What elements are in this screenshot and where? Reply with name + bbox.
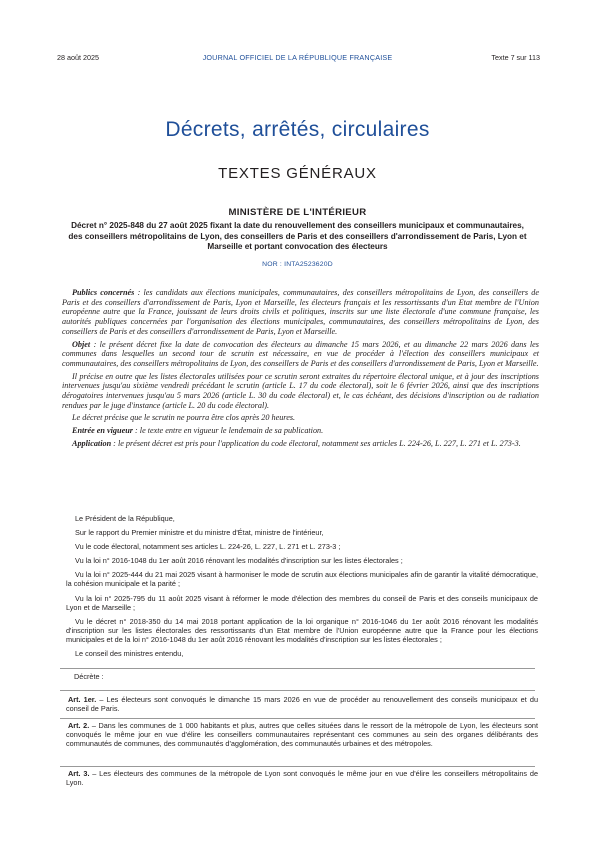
summary-entree: Entrée en vigueur : le texte entre en vigueur le lendemain de sa publication. [72,426,324,436]
divider [60,766,535,767]
divider [60,668,535,669]
summary-clos: Le décret précise que le scrutin ne pourra être clos après 20 heures. [72,413,296,423]
ministry-name: MINISTÈRE DE L'INTÉRIEUR [228,207,367,218]
publication-date: 28 août 2025 [57,53,99,62]
summary-publics: Publics concernés : les candidats aux élections municipales, communautaires, des conseillers métropolitains de Lyon, des conseillers de Paris et des conseillers d'arrondissement de Paris, Lyon et Marseille, les électeurs français et les ressortissants d'un Etat membre de l'Union européenne autre que la France, jouissant de leurs droits civils et politiques, inscrits sur une liste électorale d'une commune française, les autorités publiques concernées par l'organisation des élections municipales, communautaires, des conseillers métropolitains de Lyon, des conseillers de Paris et des conseillers d'arrondissement de Paris, Lyon et Marseille. [62,288,539,336]
summary-label: Publics concernés [72,288,135,297]
visa-line: Le Président de la République, [75,514,175,523]
summary-precise: Il précise en outre que les listes électorales utilisées pour ce scrutin seront extraites du répertoire électoral unique, et à jour des inscriptions intervenues jusqu'au sixième vendredi précédant le scrutin (article L. 17 du code électoral), soit le 6 février 2026, ainsi que des inscriptions dérogatoires intervenues jusqu'au 5 mars 2026 (article L. 30 du code électoral) et, le cas échéant, des décisions d'inscription ou de radiation rendues par le juge d'instance (article L. 20 du code électoral). [62,371,539,410]
rubric-title: Décrets, arrêtés, circulaires [165,118,430,141]
visa-line: Vu le décret n° 2018-350 du 14 mai 2018 portant application de la loi organique n° 2016-1046 du 1er août 2016 rénovant les modalités d'inscription sur les listes électorales des ressortissants d'un Etat membre de l'Union européenne autre que la France pour les élections municipales et de la loi n° 2016-1048 du 1er août 2016 rénovant les modalités d'inscription sur les listes électorales ; [66,616,538,644]
visa-line: Vu la loi n° 2016-1048 du 1er août 2016 rénovant les modalités d'inscription sur les listes électorales ; [75,556,403,566]
section-title: TEXTES GÉNÉRAUX [218,165,377,182]
decree-summary [62,288,539,452]
summary-label: Entrée en vigueur [72,426,133,436]
article-3 [66,769,538,787]
summary-label: Application [72,438,112,448]
article-2 [66,721,538,749]
summary-label: Objet [72,339,91,349]
summary-objet: Objet : le présent décret fixe la date de convocation des électeurs au dimanche 15 mars 2026, et au dimanche 22 mars 2026 dans les communes dans lesquelles un second tour de scrutin est nécessaire, en vue de procéder à l'élection des conseillers municipaux et communautaires, des conseillers métropolitains de Lyon, des conseillers de Paris et des conseillers d'arrondissement de Paris, Lyon et Marseille. [62,339,539,368]
divider [60,718,535,719]
article-text: – Dans les communes de 1 000 habitants et plus, autres que celles situées dans le ressort de la métropole de Lyon, les électeurs sont convoqués le même jour en vue d'élire les conseillers communautaires représentant ces communes au sein des organes délibérants des communautés de communes, des communautés d'agglomération, des communautés urbaines et des métropoles. [66,721,538,749]
journal-name: JOURNAL OFFICIEL DE LA RÉPUBLIQUE FRANÇAISE [202,53,393,62]
visa-line: Le conseil des ministres entendu, [75,649,184,659]
article-label: Art. 1er. [68,695,97,704]
visa-line: Vu la loi n° 2025-444 du 21 mai 2025 visant à harmoniser le mode de scrutin aux élections municipales afin de garantir la vitalité démocratique, la cohésion municipale et la parité ; [66,570,538,589]
visa-line: Vu la loi n° 2025-795 du 11 août 2025 visant à réformer le mode d'élection des membres du conseil de Paris et des conseils municipaux de Lyon et de Marseille ; [66,593,538,612]
visa-line: Vu le code électoral, notamment ses articles L. 224-26, L. 227, L. 271 et L. 273-3 ; [75,542,341,552]
summary-application: Application : le présent décret est pris pour l'application du code électoral, notamment ses articles L. 224-26, L. 227, L. 271 et L. 273-3. [72,438,521,448]
article-label: Art. 3. [68,769,90,778]
article-text: – Les électeurs des communes de la métropole de Lyon sont convoqués le même jour en vue d'élire les conseillers métropolitains de Lyon. [66,769,539,788]
nor-reference: NOR : INTA2523620D [262,261,333,268]
article-text: – Les électeurs sont convoqués le dimanche 15 mars 2026 en vue de procéder au renouvellement des conseils municipaux et du conseil de Paris. [66,695,538,714]
decree-title: Décret n° 2025-848 du 27 août 2025 fixant la date du renouvellement des conseillers municipaux et communautaires, des conseillers métropolitains de Lyon, des conseillers de Paris et des conseillers d'arrondissement de Paris, Lyon et Marseille et portant convocation des électeurs [68,221,527,251]
page-info: Texte 7 sur 113 [491,53,540,62]
article-label: Art. 2. [68,721,90,730]
visa-line: Sur le rapport du Premier ministre et du ministre d'État, ministre de l'intérieur, [75,528,324,538]
visas-block [66,514,538,663]
decrete-heading: Décrète : [74,672,104,681]
divider [60,690,535,691]
article-1 [66,695,538,713]
